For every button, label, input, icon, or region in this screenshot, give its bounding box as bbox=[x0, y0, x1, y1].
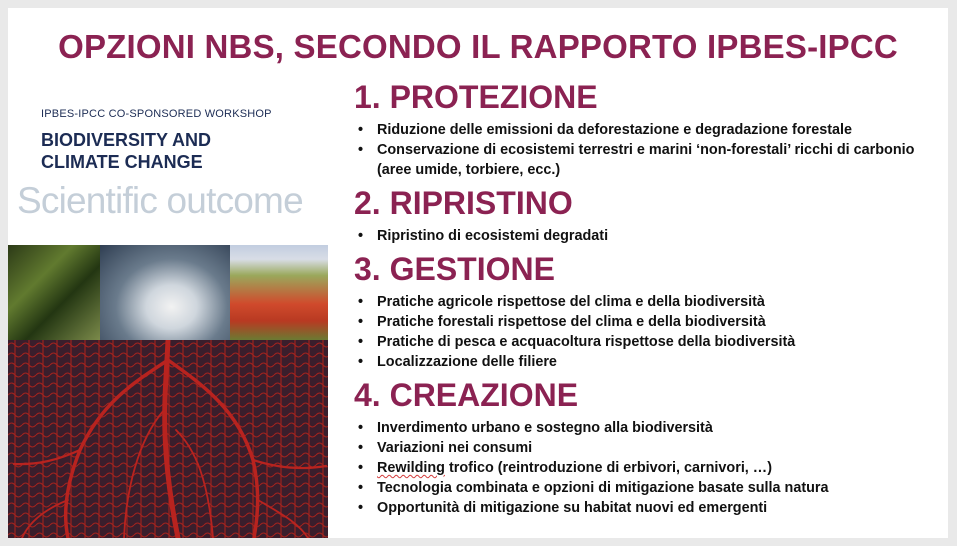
list-item: • Pratiche forestali rispettose del clima e della biodiversità bbox=[353, 312, 943, 332]
forest-photo bbox=[8, 245, 100, 340]
cover-title bbox=[41, 129, 211, 173]
ice-photo bbox=[100, 245, 230, 340]
list-item: • Tecnologia combinata e opzioni di mitigazione basate sulla natura bbox=[353, 478, 943, 498]
red-veins-image bbox=[8, 340, 328, 538]
section-heading: 1. PROTEZIONE bbox=[354, 79, 598, 115]
list-item: • Pratiche agricole rispettose del clima e della biodiversità bbox=[353, 292, 943, 312]
cover-subtitle: Scientific outcome bbox=[17, 180, 303, 221]
section-heading: 3. GESTIONE bbox=[354, 251, 555, 287]
list-item-rewilding: • Rewilding trofico (reintroduzione di erbivori, carnivori, …) bbox=[353, 458, 943, 478]
cover-title-line1: BIODIVERSITY AND bbox=[41, 130, 212, 150]
spellcheck-flagged-word: Rewilding bbox=[377, 460, 445, 476]
cover-workshop-label: IPBES-IPCC CO-SPONSORED WORKSHOP bbox=[41, 108, 272, 120]
section-ripristino bbox=[353, 184, 943, 246]
section-heading: 4. CREAZIONE bbox=[354, 377, 579, 413]
list-item: • Conservazione di ecosistemi terrestri e marini ‘non-forestali’ ricchi di carbonio (aree umide, torbiere, ecc.) bbox=[353, 140, 943, 180]
list-item: • Inverdimento urbano e sostegno alla biodiversità bbox=[353, 418, 943, 438]
list-item: • Variazioni nei consumi bbox=[353, 438, 943, 458]
slide-title: OPZIONI NBS, SECONDO IL RAPPORTO IPBES-IPCC bbox=[58, 28, 898, 65]
list-item: • Ripristino di ecosistemi degradati bbox=[353, 226, 943, 246]
nbs-options-list bbox=[353, 78, 943, 522]
report-cover-image bbox=[8, 92, 328, 538]
list-item: • Localizzazione delle filiere bbox=[353, 352, 943, 372]
slide bbox=[8, 8, 948, 538]
section-heading: 2. RIPRISTINO bbox=[354, 185, 573, 221]
section-gestione bbox=[353, 250, 943, 372]
list-item: • Pratiche di pesca e acquacoltura rispettose della biodiversità bbox=[353, 332, 943, 352]
list-item: • Opportunità di mitigazione su habitat nuovi ed emergenti bbox=[353, 498, 943, 518]
section-creazione bbox=[353, 376, 943, 518]
cover-title-line2: CLIMATE CHANGE bbox=[41, 152, 203, 172]
cover-photo-strip bbox=[8, 245, 328, 340]
list-item: • Riduzione delle emissioni da deforestazione e degradazione forestale bbox=[353, 120, 943, 140]
section-protezione bbox=[353, 78, 943, 180]
meadow-photo bbox=[230, 245, 328, 340]
